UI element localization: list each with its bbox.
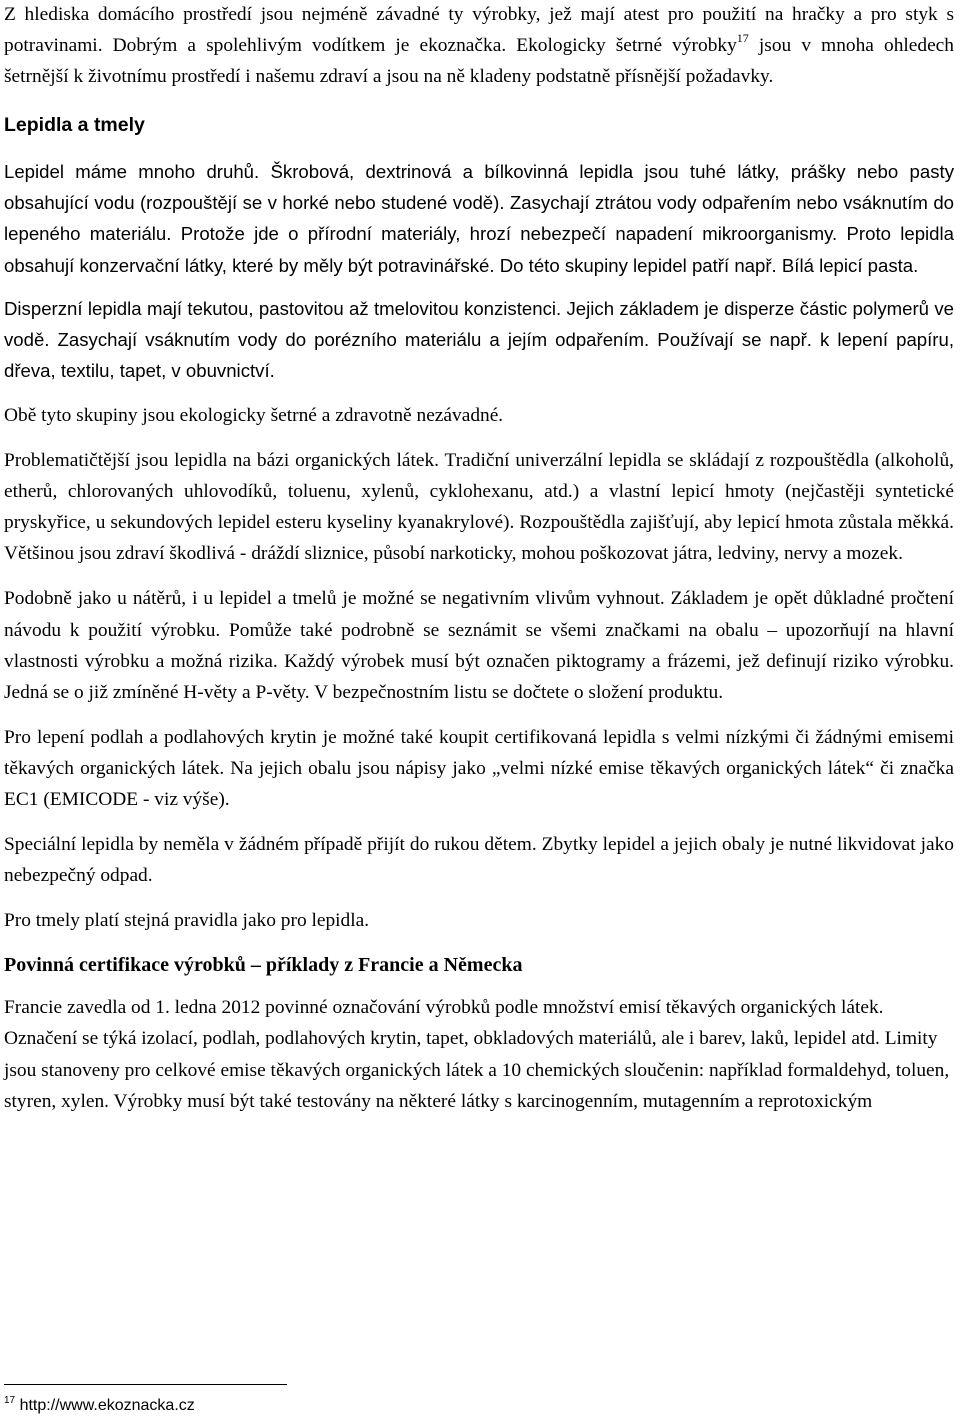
footnote: [4, 1395, 195, 1417]
footnote-divider: [4, 1384, 287, 1385]
document-page: [4, 0, 954, 1117]
intro-paragraph: [4, 0, 954, 92]
paragraph-certifikovana-lepidla: Pro lepení podlah a podlahových krytin je možné také koupit certifikovaná lepidla s velmi nízkými či žádnými emisemi těkavých organických látek. Na jejich obalu jsou nápisy jako „velmi nízké emise těkavých organických látek“ či značka EC1 (EMICODE - viz výše).: [4, 726, 954, 810]
section-heading-certifikace: Povinná certifikace výrobků – příklady z Francie a Německa: [4, 954, 523, 977]
paragraph-francie: Francie zavedla od 1. ledna 2012 povinné označování výrobků podle množství emisí těkavých organických látek. Označení se týká izolací, podlah, podlahových krytin, tapet, obkladových materiálů, ale i barev, laků, lepidel atd. Limity jsou stanoveny pro celkové emise těkavých organických látek a 10 chemických sloučenin: například formaldehyd, toluen, styren, xylen. Výrobky musí být také testovány na některé látky s karcinogenním, mutagenním a reprotoxickým: [4, 997, 950, 1112]
footnote-number: 17: [4, 1395, 16, 1406]
paragraph-lepidla-druhy: Lepidel máme mnoho druhů. Škrobová, dextrinová a bílkovinná lepidla jsou tuhé látky, prášky nebo pasty obsahující vodu (rozpouštějí se v horké nebo studené vodě). Zasychají ztrátou vody odpařením nebo vsáknutím do lepeného materiálu. Protože jde o přírodní materiály, hrozí nebezpečí napadení mikroorganismy. Proto lepidla obsahují konzervační látky, které by měly být potravinářské. Do této skupiny lepidel patří např. Bílá lepicí pasta.: [4, 161, 954, 276]
footnote-link[interactable]: http://www.ekoznacka.cz: [15, 1397, 195, 1414]
intro-text-part2: jsou v mnoha ohledech šetrnější k životnímu prostředí i našemu zdraví a jsou na ně kladeny podstatně přísnější požadavky.: [4, 35, 954, 88]
paragraph-organicka-lepidla: Problematičtější jsou lepidla na bázi organických látek. Tradiční univerzální lepidla se skládají z rozpouštědla (alkoholů, etherů, chlorovaných uhlovodíků, toluenu, xylenů, cyklohexanu, atd.) a vlastní lepicí hmoty (nejčastěji syntetické pryskyřice, u sekundových lepidel esteru kyseliny kyanakrylové). Rozpouštědla zajišťují, aby lepicí hmota zůstala měkká. Většinou jsou zdraví škodlivá - dráždí sliznice, působí narkoticky, mohou poškozovat játra, ledviny, nervy a mozek.: [4, 450, 954, 565]
paragraph-ekologicky-setrne: Obě tyto skupiny jsou ekologicky šetrné a zdravotně nezávadné.: [4, 404, 504, 426]
paragraph-tmely: Pro tmely platí stejná pravidla jako pro lepidla.: [4, 910, 370, 932]
intro-text-part1: Z hlediska domácího prostředí jsou nejméně závadné ty výrobky, jež mají atest pro použití na hračky a pro styk s potravinami. Dobrým a spolehlivým vodítkem je ekoznačka. Ekologicky šetrné výrobky: [4, 4, 954, 57]
paragraph-negativni-vlivy: Podobně jako u nátěrů, i u lepidel a tmelů je možné se negativním vlivům vyhnout. Základem je opět důkladné pročtení návodu k použití výrobku. Pomůže také podrobně se seznámit se všemi značkami na obalu – upozorňují na hlavní vlastnosti výrobku a možná rizika. Každý výrobek musí být označen piktogramy a frázemi, jež definují riziko výrobku. Jedná se o již zmíněné H-věty a P-věty. V bezpečnostním listu se dočtete o složení produktu.: [4, 588, 954, 703]
section-heading-lepidla: Lepidla a tmely: [4, 114, 145, 137]
footnote-reference[interactable]: 17: [736, 31, 749, 46]
paragraph-disperzni-lepidla: Disperzní lepidla mají tekutou, pastovitou až tmelovitou konzistenci. Jejich základem je disperze částic polymerů ve vodě. Zasychají vsáknutím vody do porézního materiálu a jejím odpařením. Používají se např. k lepení papíru, dřeva, textilu, tapet, v obuvnictví.: [4, 297, 954, 381]
paragraph-specialni-lepidla: Speciální lepidla by neměla v žádném případě přijít do rukou dětem. Zbytky lepidel a jejich obaly je nutné likvidovat jako nebezpečný odpad.: [4, 834, 954, 887]
